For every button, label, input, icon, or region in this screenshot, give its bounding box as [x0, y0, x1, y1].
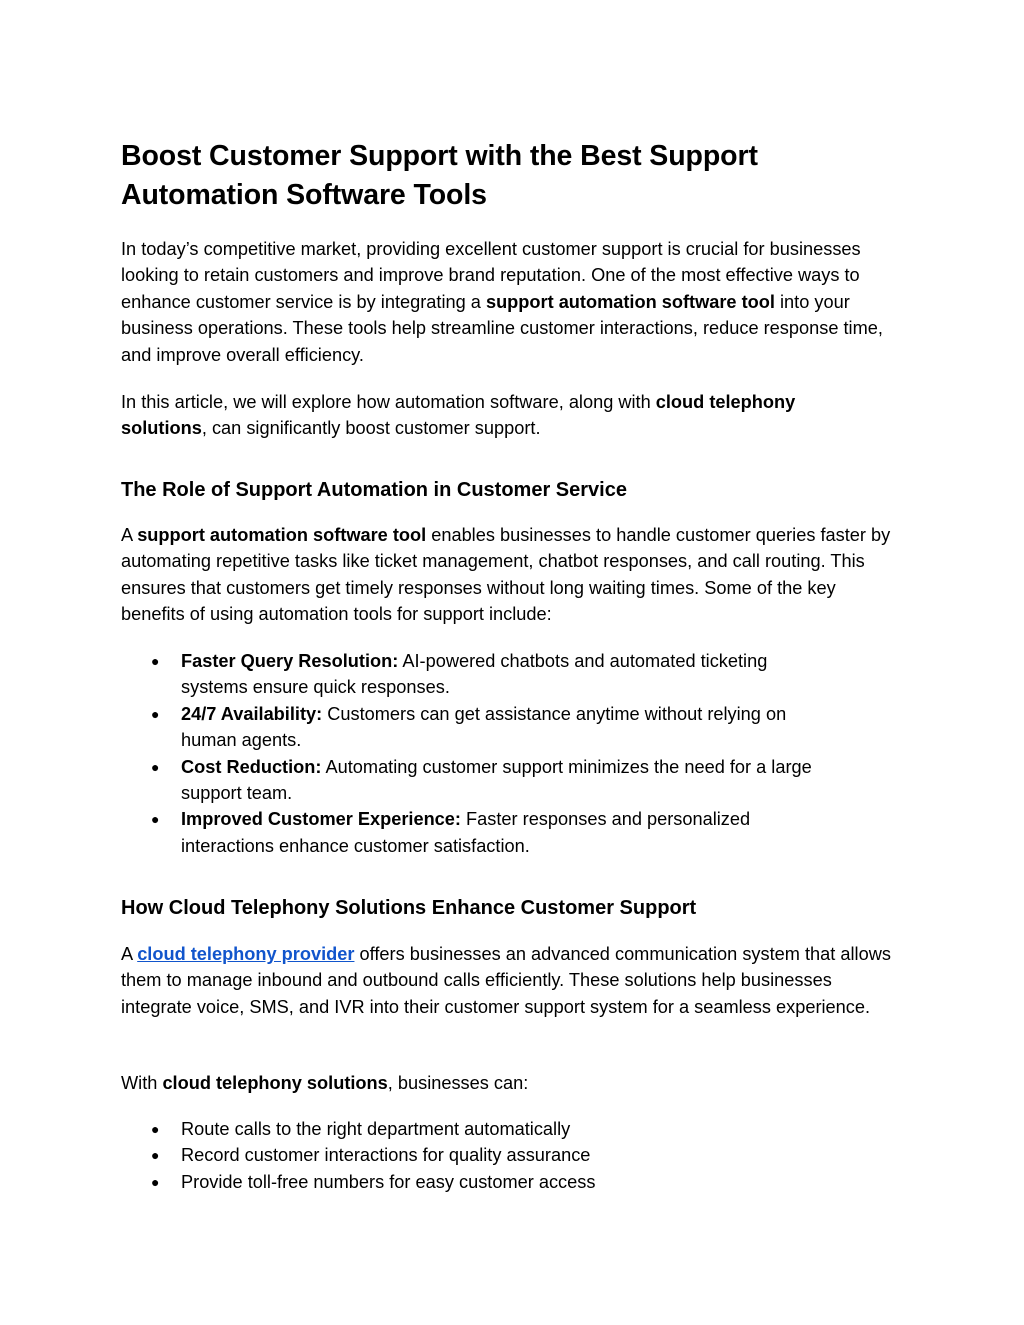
section2-heading: How Cloud Telephony Solutions Enhance Customer Support: [121, 897, 697, 919]
list-item: [151, 806, 831, 859]
benefit-text: Faster responses and personalized interactions enhance customer satisfaction.: [181, 809, 751, 856]
list-item: [151, 1116, 831, 1142]
section2-paragraph-1: [121, 941, 906, 1020]
benefit-title: 24/7 Availability:: [181, 703, 323, 724]
bullet-icon: ●: [151, 653, 160, 669]
capability-text: Provide toll-free numbers for easy customer access: [181, 1171, 596, 1192]
benefit-text: AI-powered chatbots and automated ticketing systems ensure quick responses.: [181, 651, 768, 698]
intro-p1-text-c: into your business operations. These tools help streamline customer interactions, reduce response time, and improve overall efficiency.: [121, 291, 883, 365]
section1-p-text-c: enables businesses to handle customer queries faster by automating repetitive tasks like ticket management, chatbot responses, and call routing. This ensures that customers get timely responses without long waiting times. Some of the key benefits of using automation tools for support include:: [121, 525, 891, 625]
section2-p2-text-c: , businesses can:: [387, 1073, 529, 1093]
intro-p2-bold: cloud telephony solutions: [121, 392, 796, 439]
bullet-icon: ●: [151, 758, 160, 775]
bullet-icon: ●: [151, 811, 160, 828]
list-item: [151, 701, 831, 754]
section1-heading: The Role of Support Automation in Customer Service: [121, 479, 627, 501]
capabilities-list: [151, 1116, 831, 1195]
capability-text: Record customer interactions for quality assurance: [181, 1145, 591, 1166]
list-item: [151, 1142, 831, 1168]
section2-p2-bold: cloud telephony solutions: [162, 1073, 388, 1093]
list-item: [151, 754, 831, 807]
section1-p-bold: support automation software tool: [137, 525, 427, 545]
intro-p2-text-a: In this article, we will explore how automation software, along with: [121, 392, 656, 412]
benefit-title: Cost Reduction:: [181, 756, 322, 777]
title-line-2: Automation Software Tools: [121, 179, 487, 211]
benefit-text: Customers can get assistance anytime without relying on human agents.: [181, 703, 787, 751]
intro-p2-text-c: , can significantly boost customer support.: [201, 418, 541, 439]
section2-p1-text-a: A: [121, 944, 138, 964]
benefits-list: [151, 648, 831, 859]
section1-p-text-a: A: [121, 525, 138, 545]
bullet-icon: ●: [151, 705, 160, 722]
section2-p1-text-c: offers businesses an advanced communication system that allows them to manage inbound and outbound calls efficiently. These solutions help businesses integrate voice, SMS, and IVR into their customer support system for a seamless experience.: [121, 944, 891, 1017]
benefit-title: Improved Customer Experience:: [181, 809, 461, 830]
capability-text: Route calls to the right department automatically: [181, 1119, 571, 1139]
benefit-text: Automating customer support minimizes the need for a large support team.: [181, 756, 812, 804]
bullet-icon: ●: [151, 1121, 160, 1137]
list-item: [151, 648, 831, 701]
cloud-telephony-provider-link[interactable]: cloud telephony provider: [137, 944, 355, 964]
intro-p1-text-a: In today’s competitive market, providing excellent customer support is crucial for businesses looking to retain customers and improve brand reputation. One of the most effective ways to enhance customer service is by integrating a: [121, 239, 861, 312]
bullet-icon: ●: [151, 1147, 160, 1164]
intro-paragraph-2: [121, 389, 881, 442]
page-title: [121, 137, 758, 215]
bullet-icon: ●: [151, 1173, 160, 1190]
section1-paragraph: [121, 522, 891, 628]
section2-p2-text-a: With: [121, 1073, 163, 1093]
benefit-title: Faster Query Resolution:: [181, 651, 399, 671]
list-item: [151, 1169, 831, 1195]
section2-paragraph-2: [121, 1070, 881, 1096]
intro-paragraph-1: [121, 236, 901, 368]
intro-p1-bold: support automation software tool: [485, 291, 775, 312]
title-line-1: Boost Customer Support with the Best Support: [121, 140, 758, 172]
